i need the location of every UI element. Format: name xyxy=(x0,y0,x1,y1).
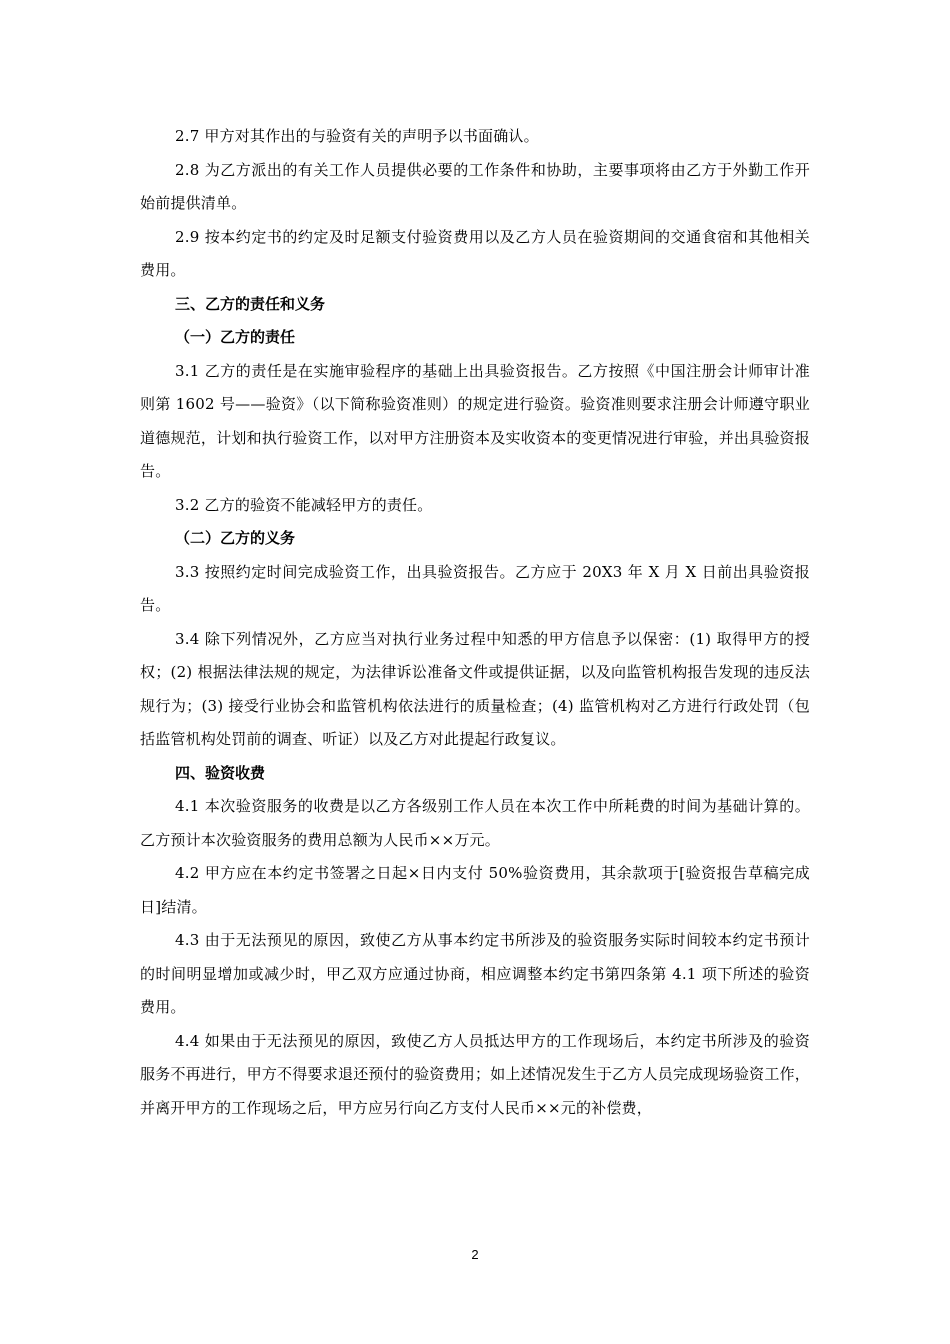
section-4-heading: 四、验资收费 xyxy=(175,763,266,782)
document-body xyxy=(140,120,810,1125)
clause-4-4: 4.4 如果由于无法预见的原因，致使乙方人员抵达甲方的工作现场后，本约定书所涉及的验资服务不再进行，甲方不得要求退还预付的验资费用；如上述情况发生于乙方人员完成现场验资工作，并离开甲方的工作现场之后，甲方应另行向乙方支付人民币××元的补偿费， xyxy=(140,1031,810,1117)
clause-4-2: 4.2 甲方应在本约定书签署之日起×日内支付 50%验资费用，其余款项于[验资报告草稿完成日]结清。 xyxy=(140,864,810,916)
clause-3-2: 3.2 乙方的验资不能减轻甲方的责任。 xyxy=(175,495,433,514)
clause-2-7: 2.7 甲方对其作出的与验资有关的声明予以书面确认。 xyxy=(175,127,539,145)
section-3-heading: 三、乙方的责任和义务 xyxy=(175,294,326,313)
section-3-2-heading: （二）乙方的义务 xyxy=(175,529,296,547)
clause-3-1: 3.1 乙方的责任是在实施审验程序的基础上出具验资报告。乙方按照《中国注册会计师审计准则第 1602 号——验资》（以下简称验资准则）的规定进行验资。验资准则要求注册会计师遵守职业道德规范，计划和执行验资工作，以对甲方注册资本及实收资本的变更情况进行审验，并出具验资报告。 xyxy=(140,361,810,480)
clause-2-9: 2.9 按本约定书的约定及时足额支付验资费用以及乙方人员在验资期间的交通食宿和其他相关费用。 xyxy=(140,227,810,279)
clause-3-3: 3.3 按照约定时间完成验资工作，出具验资报告。乙方应于 20X3 年 X 月 X 日前出具验资报告。 xyxy=(140,562,810,614)
clause-3-4: 3.4 除下列情况外，乙方应当对执行业务过程中知悉的甲方信息予以保密：(1) 取得甲方的授权；(2) 根据法律法规的规定，为法律诉讼准备文件或提供证据，以及向监管机构报告发现的违反法规行为；(3) 接受行业协会和监管机构依法进行的质量检查；(4) 监管机构对乙方进行行政处罚（包括监管机构处罚前的调查、听证）以及乙方对此提起行政复议。 xyxy=(140,629,810,748)
clause-4-1: 4.1 本次验资服务的收费是以乙方各级别工作人员在本次工作中所耗费的时间为基础计算的。乙方预计本次验资服务的费用总额为人民币××万元。 xyxy=(140,797,810,849)
section-3-1-heading: （一）乙方的责任 xyxy=(175,328,296,346)
clause-4-3: 4.3 由于无法预见的原因，致使乙方从事本约定书所涉及的验资服务实际时间较本约定书预计的时间明显增加或减少时，甲乙双方应通过协商，相应调整本约定书第四条第 4.1 项下所述的验资费用。 xyxy=(140,931,810,1016)
page-number: 2 xyxy=(471,1247,479,1262)
clause-2-8: 2.8 为乙方派出的有关工作人员提供必要的工作条件和协助，主要事项将由乙方于外勤工作开始前提供清单。 xyxy=(140,160,810,212)
